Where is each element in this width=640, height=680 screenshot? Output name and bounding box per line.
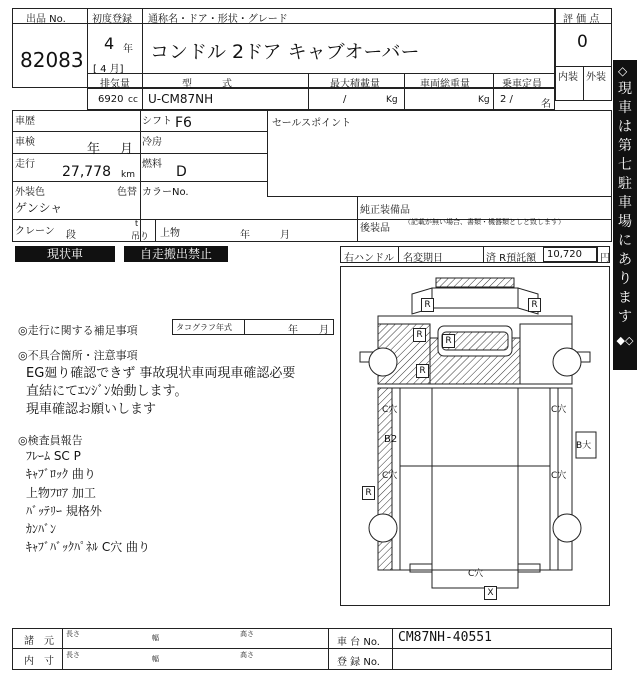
side-note-char: す [618,309,632,325]
capacity-unit: 名 [541,99,551,110]
side-note-char: 駐 [618,176,632,192]
tachograph-year-unit: 年 [288,325,298,336]
mileage-label: 走行 [15,159,35,170]
body-month-unit: 月 [280,230,290,241]
mileage-value: 27,778 [62,164,111,180]
inspector-line: ｷｬﾌﾞﾛｯｸ 曲り [26,467,96,481]
damage-mark-r: R [416,364,429,378]
max-load-value: / [343,94,347,105]
interior-label: 内装 [558,72,578,83]
tachograph-label: タコグラフ年式 [176,323,232,332]
displacement-unit: cc [128,95,138,105]
damage-mark-r: R [442,334,455,348]
body-label: 上物 [160,228,180,239]
tachograph-month-unit: 月 [319,325,329,336]
shift-label: シフト [142,116,172,127]
side-note-marker-bottom: ◆◇ [616,334,634,347]
crane-suspended-unit: 吊り [131,232,150,242]
length-label: 長さ [66,630,80,638]
b2-label: B2 [384,434,398,445]
rhd-label: 右ハンドル [344,253,394,264]
exterior-label: 外装 [586,72,606,83]
damage-mark-x: X [484,586,497,600]
damage-diagram [340,266,610,606]
side-note-char: 七 [618,157,632,173]
current-condition-badge: 現状車 [15,246,115,262]
inspection-year-unit: 年 [87,142,101,157]
model-value: U-CM87NH [148,92,214,106]
lot-label: 出品 No. [26,14,66,25]
model-label: 型 式 [182,79,232,90]
reg-year-unit: 年 [123,44,133,55]
damage-mark-r: R [421,298,434,312]
recycle-label: 済 R預託額 [486,253,537,264]
side-note-text [615,80,635,327]
fuel-label: 燃料 [142,159,162,170]
width-label: 幅 [152,634,159,642]
inspector-line: ｷｬﾌﾞﾊﾞｯｸﾊﾟﾈﾙ C穴 曲り [26,540,151,554]
height-label: 高さ [240,651,254,659]
side-note-char: あ [618,252,632,268]
inspector-line: 上物ﾌﾛｱ 加工 [26,486,96,500]
name-change-label: 名変期日 [403,253,443,264]
defects-heading: ◎不具合箇所・注意事項 [18,349,138,362]
fuel-value: D [176,164,187,180]
first-reg-label: 初度登録 [92,14,132,25]
equipment-label: 純正装備品 [360,205,410,216]
body-year-unit: 年 [240,230,250,241]
c-hole-label: C穴 [382,405,398,415]
sales-point-label: セールスポイント [272,118,352,129]
c-hole-label: C穴 [382,471,398,481]
ext-color-label: 外装色 [15,187,45,198]
displacement-value: 6920 [98,94,124,105]
reg-month: [ 4 月] [93,64,124,75]
defect-line: 現車確認お願いします [26,402,157,417]
capacity-value: 2 / [500,94,513,105]
self-drive-prohibited-badge: 自走搬出禁止 [124,246,228,262]
side-note-char: 車 [618,100,632,116]
aftermarket-label: 後装品 [360,223,390,234]
driving-notes-heading: ◎走行に関する補足事項 [18,324,138,337]
side-note-char: り [618,271,632,287]
aftermarket-note: （記載が無い場合、書類・機器類としと致します） [404,218,565,226]
max-load-label: 最大積載量 [330,79,380,90]
vehicle-name: コンドル 2ドア キャブオーバー [150,41,420,63]
crane-label: クレーン [15,226,55,237]
score-label: 評 価 点 [563,14,600,25]
side-note-char: 第 [618,138,632,154]
max-load-unit: Kg [386,95,398,105]
inspection-label: 車検 [15,137,35,148]
b-large-label: B大 [576,441,592,451]
inspector-line: ﾊﾞｯﾃﾘｰ 規格外 [26,504,102,518]
displacement-label: 排気量 [100,79,130,90]
name-label: 通称名・ドア・形状・グレード [148,14,288,25]
c-hole-label: C穴 [551,405,567,415]
lot-number: 82083 [20,48,84,72]
color-no-label: 色替 [117,187,137,198]
inspection-month-unit: 月 [120,142,134,157]
color-code-label: カラーNo. [142,187,189,198]
inspector-line: ﾌﾚｰﾑ SC P [26,449,81,463]
defect-line: 直結にてｴﾝｼﾞﾝ始動します。 [26,384,188,399]
side-note-char: 現 [618,81,632,97]
history-label: 車歴 [15,116,35,127]
crane-stage-unit: 段 [66,230,76,241]
gross-weight-label: 車両総重量 [420,79,470,90]
width-label: 幅 [152,655,159,663]
registration-label: 登 録 No. [337,657,380,668]
c-hole-label: C穴 [468,569,484,579]
side-note-char: ま [618,290,632,306]
damage-mark-r: R [413,328,426,342]
interior-check-label: 内 寸 [24,656,54,667]
score-value: 0 [577,32,588,52]
gross-weight-unit: Kg [478,95,490,105]
defect-line: EG廻り確認できず 事故現状車両現車確認必要 [26,366,296,381]
damage-mark-r: R [362,486,375,500]
capacity-label: 乗車定員 [502,79,542,90]
length-label: 長さ [66,651,80,659]
recycle-amount: 10,720 [547,249,582,260]
side-note-char: は [618,119,632,135]
ext-color-value: ゲンシャ [15,201,63,215]
dealer-label: 諸 元 [24,636,54,647]
side-note-char: 車 [618,195,632,211]
damage-mark-r: R [528,298,541,312]
side-note-char: に [618,233,632,249]
chassis-label: 車 台 No. [337,637,380,648]
aircon-label: 冷房 [142,137,162,148]
chassis-number: CM87NH-40551 [398,630,492,645]
footer-frame [12,628,612,670]
crane-tonnage-unit: t [135,219,139,228]
height-label: 高さ [240,630,254,638]
side-note-marker: ◇ [618,64,628,78]
inspector-heading: ◎検査員報告 [18,434,83,447]
inspector-line: ｶﾝﾊﾞﾝ [26,522,57,536]
reg-year: 4 [104,34,115,53]
c-hole-label: C穴 [551,471,567,481]
mileage-unit: km [121,170,135,180]
side-note-char: 場 [618,214,632,230]
recycle-yen-unit: 円 [600,253,610,264]
shift-value: F6 [175,115,192,131]
